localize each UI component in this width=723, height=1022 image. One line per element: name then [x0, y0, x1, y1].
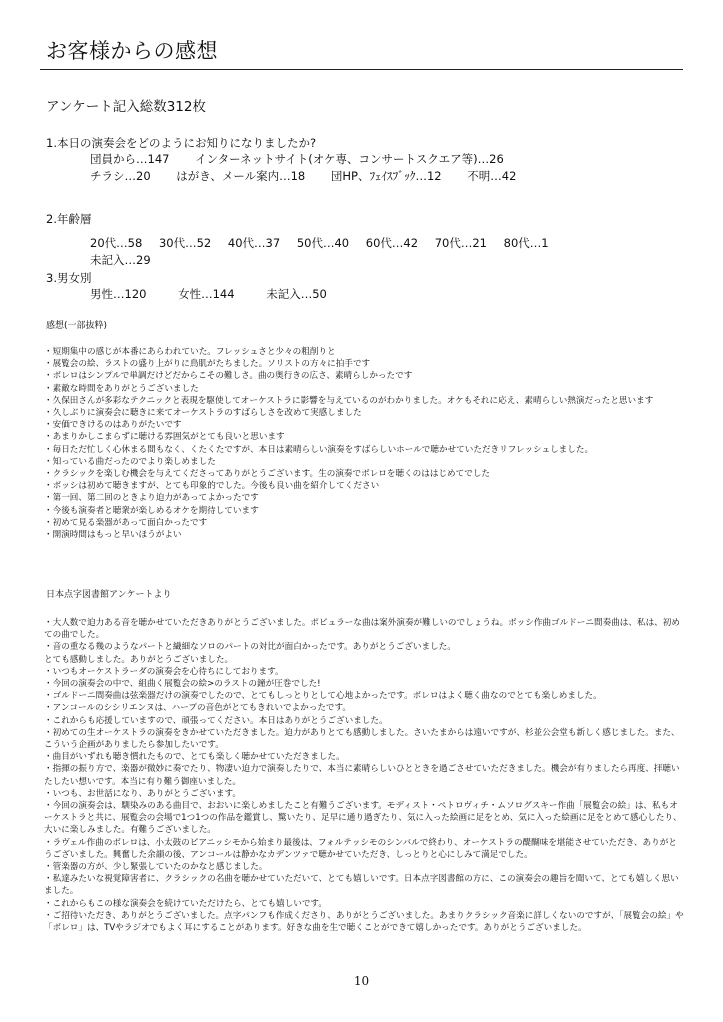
answer-item: チラシ…20: [90, 169, 151, 183]
answer-row: [46, 168, 538, 185]
comment-item: ・これからも応援していますので、頑張ってください。本日はありがとうございました。: [44, 715, 388, 726]
answer-row: [46, 235, 562, 252]
comment-item: とても感動しました。ありがとうございました。: [44, 654, 234, 665]
answer-item: 40代…37: [227, 236, 281, 250]
page-number: 10: [353, 974, 370, 988]
comment-item: ・第一回、第二回のときより迫力があってよかったです: [44, 493, 259, 504]
answer-item: 20代…58: [90, 236, 143, 250]
comment-item: ・指揮の振り方で、楽器が微妙に奏でたり、物凄い迫力で演奏したりで、本当に素晴らしいひとときを過ごさせていただきました。機会が有りましたら再度、拝聴いたしたい想いです。本当に有り難う御座いました。: [44, 764, 680, 787]
comment-item: ・今回の演奏会の中で、組曲く展覧会の絵>のラストの鐘が圧巻でした!: [44, 679, 321, 690]
comment-item: ・あまりかしこまらずに聴ける雰囲気がとても良いと思います: [44, 432, 285, 443]
answer-item: 未記入…29: [90, 253, 151, 267]
answer-row: [46, 252, 562, 269]
comment-item: ・安価できけるのはありがたいです: [44, 420, 182, 431]
question-age-group: [46, 211, 562, 269]
comment-item: ・開演時間はもっと早いほうがよい: [44, 530, 182, 541]
comment-item: ・音の重なる幾のようなパートと繊細なソロのパートの対比が面白かったです。ありがとうございました。: [44, 642, 456, 653]
question-heading: 3.男女別: [46, 271, 92, 285]
comment-item: ・曲目がいずれも聴き慣れたもので、とても楽しく聴かせていただきました。: [44, 752, 345, 763]
question-heading: 2.年齢層: [46, 212, 92, 226]
survey-total: アンケート記入総数312枚: [46, 99, 206, 115]
answer-item: 70代…21: [434, 236, 487, 250]
comment-item: ・ラヴェル作曲のボレロは、小太鼓のピアニッシモから始まり最後は、フォルテッシモのシンバルで終わり、オーケストラの醍醐味を堪能させていただき、ありがとうございました。興奮した余韻の後、アンコールは静かなカデンツァで聴かせていただき、しっとりと心にしみて満足でした。: [44, 837, 677, 860]
comment-item: ・ご招待いただき、ありがとうございました。点字パンフも作成くださり、ありがとうございました。あまりクラシック音楽に詳しくないのですが、「展覧会の絵」や「ボレロ」は、TVやラジオでもよく耳にすることがあります。好きな曲を生で聴くことができて嬉しかったです。ありがとうございました。: [44, 910, 684, 934]
comment-item: ・いつもオーケストラーダの演奏会を心待ちにしております。: [44, 666, 284, 677]
impressions-list: [44, 346, 684, 541]
comment-item: ・管楽器の方が、少し緊張していたのかなと感じました。: [44, 862, 268, 873]
answer-row: [46, 151, 538, 168]
comment-item: ・ボッシは初めて聴きますが、とても印象的でした。今後も良い曲を紹介してください: [44, 481, 380, 492]
comment-item: ・素敵な時間をありがとうございました: [44, 383, 199, 394]
comment-item: ・初めて見る楽器があって面白かったです: [44, 517, 208, 528]
answer-item: インターネットサイト(オケ専、コンサートスクエア等)…26: [195, 152, 504, 166]
answer-item: 不明…42: [467, 169, 517, 183]
answer-item: はがき、メール案内…18: [176, 169, 306, 183]
answer-item: 女性…144: [178, 287, 235, 301]
comment-item: ・短期集中の感じが本番にあらわれていた。フレッシュさと少々の粗削りと: [44, 347, 336, 357]
comment-item: ・私達みたいな視覚障害者に、クラシックの名曲を聴かせていただいて、とても嬉しいです。日本点字図書館の方に、この演奏会の趣旨を聞いて、とても嬉しく思いました。: [44, 874, 679, 897]
comment-item: ・ボレロはシンプルで単調だけどだからこその難しさ。曲の奥行きの広さ、素晴らしかったです: [44, 371, 413, 382]
comment-item: ・久保田さんが多彩なテクニックと表現を駆使してオーケストラに影響を与えているのがわかりました。オケもそれに応え、素晴らしい熱演だったと思います: [44, 395, 654, 406]
answer-item: 60代…42: [365, 236, 419, 250]
comment-item: ・初めての生オーケストラの演奏をきかせていただきました。迫力がありとても感動しました。さいたまからは遠いですが、杉並公会堂も新しく感じました。また、こういう企画がありましたら参加したいです。: [44, 727, 680, 751]
comment-item: ・展覧会の絵、ラストの盛り上がりに鳥肌がたちました。ソリストの方々に拍手です: [44, 359, 371, 370]
library-survey-heading: 日本点字図書館アンケートより: [46, 590, 172, 600]
comment-item: ・これからもこの様な演奏会を続けていただけたら、とても嬉しいです。: [44, 898, 327, 909]
question-how-did-you-know: [46, 135, 538, 185]
comment-item: ・クラシックを楽しむ機会を与えてくださってありがとうございます。生の演奏でボレロを聴くのははじめてでした: [44, 469, 491, 480]
comment-item: ・知っている曲だったのでより楽しめました: [44, 456, 216, 467]
comment-item: ・いつも、お世話になり、ありがとうございます。: [44, 788, 241, 799]
comment-item: ・久しぶりに演奏会に聴きに来てオーケストラのすばらしさを改めて実感しました: [44, 408, 362, 419]
answer-item: 男性…120: [90, 287, 147, 301]
answer-item: 未記入…50: [266, 287, 327, 301]
answer-item: 50代…40: [296, 236, 350, 250]
title-underline: [40, 69, 683, 70]
comment-item: ・今後も演奏者と聴衆が楽しめるオケを期待しています: [44, 505, 259, 516]
answer-item: 団員から…147: [90, 152, 170, 166]
answer-item: 30代…52: [158, 236, 212, 250]
question-gender: [46, 270, 355, 303]
impressions-heading: 感想(一部抜粋): [46, 321, 108, 331]
library-comments-list: [44, 617, 684, 934]
comment-item: ・大人数で迫力ある音を聴かせていただきありがとうございました。ポピュラーな曲は案外演奏が難しいのでしょうね。ボッシ作曲ゴルドーニ間奏曲は、私は、初めての曲でした。: [44, 618, 680, 641]
answer-item: 団HP、ﾌｪｲｽﾌﾞｯｸ…12: [330, 169, 442, 183]
question-heading: 1.本日の演奏会をどのようにお知りになりましたか?: [46, 136, 317, 150]
answer-item: 80代…1: [503, 236, 549, 250]
answer-row: [46, 286, 355, 303]
comment-item: ・アンコールのシシリエンヌは、ハープの音色がとてもきれいでよかったです。: [44, 703, 352, 714]
comment-item: ・ゴルドーニ間奏曲は弦楽器だけの演奏でしたので、とてもしっとりとして心地よかったです。ボレロはよく聴く曲なのでとても楽しめました。: [44, 691, 602, 702]
comment-item: ・毎日ただ忙しく心休まる間もなく、くたくたですが、本日は素晴らしい演奏をすばらしいホールで聴かせていただきリフレッシュしました。: [44, 444, 594, 455]
page-title: お客様からの感想: [46, 39, 218, 63]
comment-item: ・今回の演奏会は、馴染みのある曲目で、おおいに楽しめましたこと有難うございます。モディスト・ペトロヴィチ・ムソログスキー作曲「展覧会の絵」は、私もオーケストラと共に、展覧会の会場で1つ1つの作品を鑑賞し、驚いたり、足早に通り過ぎたり、気に入った絵画に足をとめ、気に入った絵画に足をとめて感心したり、大いに楽しみました。有難うございました。: [44, 801, 682, 836]
